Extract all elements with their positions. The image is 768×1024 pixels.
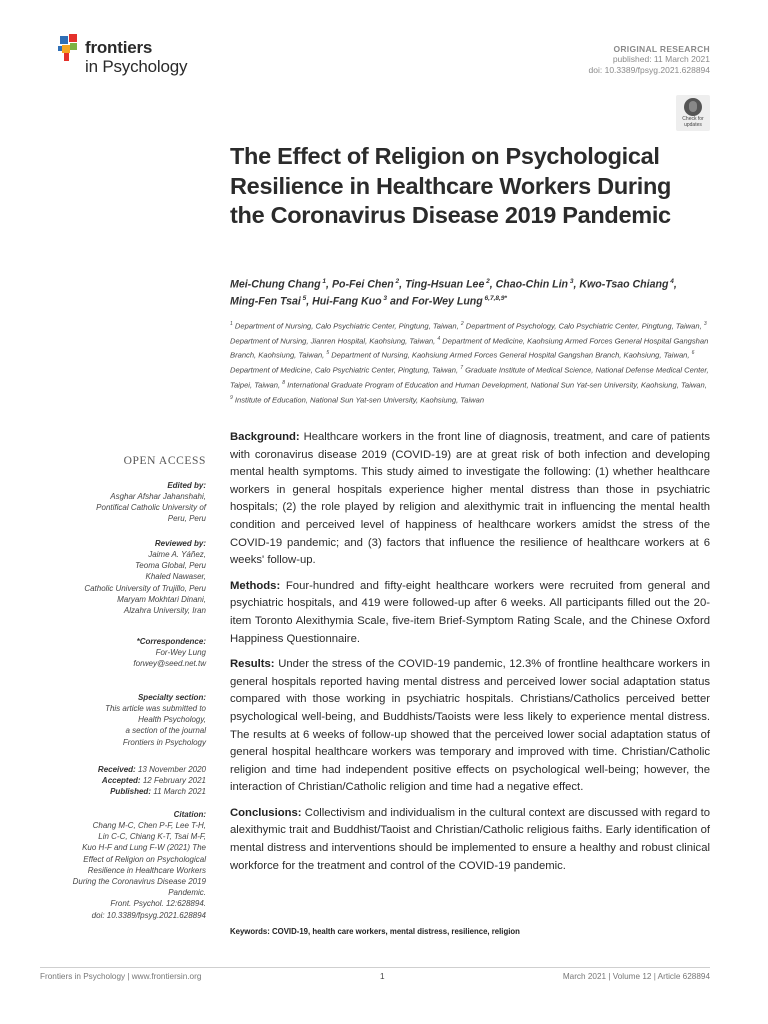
check-updates-label: Check for updates bbox=[682, 116, 704, 128]
citation-doi[interactable]: doi: 10.3389/fpsyg.2021.628894 bbox=[91, 910, 206, 920]
published-date-side: Published: 11 March 2021 bbox=[110, 787, 206, 797]
affiliation-number: 2 bbox=[460, 321, 464, 327]
editor-line: Asghar Afshar Jahanshahi, bbox=[110, 492, 206, 501]
reviewed-by-section bbox=[40, 538, 206, 616]
journal-logo[interactable] bbox=[58, 34, 218, 82]
logo-text-journal: in Psychology bbox=[85, 57, 188, 76]
author-name[interactable]: Kwo-Tsao Chiang bbox=[579, 278, 669, 291]
author-affiliation-mark: 3 bbox=[568, 278, 574, 285]
author-name[interactable]: Ting-Hsuan Lee bbox=[405, 278, 485, 291]
reviewer-line: Khaled Nawaser, bbox=[145, 572, 206, 582]
received-date: Received: 13 November 2020 bbox=[97, 765, 206, 774]
citation-line: Lin C-C, Chiang K-T, Tsai M-F, bbox=[98, 832, 206, 842]
affiliation-number: 5 bbox=[326, 350, 330, 357]
affiliation-number: 1 bbox=[230, 321, 233, 327]
editor-line: Pontifical Catholic University of bbox=[96, 503, 206, 513]
reviewer-line: Maryam Mokhtari Dinani, bbox=[117, 594, 206, 604]
frontiers-logo-icon bbox=[58, 34, 82, 64]
correspondent-name: For-Wey Lung bbox=[155, 648, 206, 657]
author-list: Mei-Chung Chang $^1$, Po-Fei Chen $^2$, Ting-Hsuan Lee $^2$, Chao-Chin Lin $^3$, Kwo-Tsao Chiang $^4$, Ming-Fen Tsai $^5$, Hui-Fang Kuo $^3$ and For-Wey Lung $^{6,7,8,9*}$ bbox=[230, 278, 677, 308]
author-affiliation-mark: 6,7,8,9* bbox=[482, 295, 507, 303]
affiliation-number: 6 bbox=[691, 350, 695, 357]
doi-link[interactable]: doi: 10.3389/fpsyg.2021.628894 bbox=[588, 65, 710, 75]
author-name[interactable]: Hui-Fang Kuo bbox=[312, 295, 382, 308]
citation-line: Kuo H-F and Lung F-W (2021) The bbox=[82, 843, 206, 853]
open-access-label: OPEN ACCESS bbox=[123, 455, 206, 467]
reviewer-line: Alzahra University, Iran bbox=[123, 606, 206, 616]
affiliation-text: Department of Psychology, Calo Psychiatric Center, Pingtung, Taiwan, bbox=[463, 321, 704, 331]
affiliation-number: 9 bbox=[230, 394, 233, 401]
editor-line: Peru, Peru bbox=[167, 514, 206, 524]
affiliation-number: 4 bbox=[437, 335, 441, 342]
citation-line: Pandemic. bbox=[168, 888, 206, 898]
affiliation-text: International Graduate Program of Education and Human Development, National Sun Yat-sen University, Kaohsiung, Taiwan, bbox=[285, 380, 707, 390]
affiliation-text: Department of Medicine, Calo Psychiatric Center, Pingtung, Taiwan, bbox=[230, 365, 461, 375]
affiliation-text: Department of Nursing, Calo Psychiatric Center, Pingtung, Taiwan, bbox=[232, 321, 461, 331]
author-affiliation-mark: 3 bbox=[381, 295, 387, 303]
reviewed-by-heading: Reviewed by: bbox=[154, 539, 206, 548]
author-name[interactable]: Mei-Chung Chang bbox=[230, 278, 321, 291]
abstract bbox=[230, 429, 710, 883]
author-affiliation-mark: 4 bbox=[668, 278, 674, 285]
affiliation-number: 3 bbox=[703, 321, 707, 327]
abstract-background: Background: Healthcare workers in the front line of diagnosis, treatment, and care of patients with coronavirus disease 2019 (COVID-19) are at great risk of both infection and developing mental health symptoms. This study aimed to investigate the following: (1) whether healthcare workers in general hospitals experience higher mental distress than those in psychiatric hospitals; (2) the role played by religion and alexithymic trait in influencing the mental health condition and perceived level of happiness of healthcare workers amidst the stress of the COVID-19 pandemic; and (3) factors that influence the resilience of healthcare workers at 6 weeks' follow-up. bbox=[230, 431, 710, 567]
affiliations bbox=[230, 318, 710, 406]
citation-line: Chang M-C, Chen P-F, Lee T-H, bbox=[92, 821, 206, 830]
author-name[interactable]: Po-Fei Chen bbox=[331, 278, 394, 291]
check-for-updates-button[interactable] bbox=[676, 95, 710, 131]
abstract-conclusions: Conclusions: Collectivism and individualism in the cultural context are discussed with regard to alexithymic trait and Buddhist/Taoist and Christian/Catholic religious faiths. Early identification of mental distress and interventions should be implemented to ensure a healthy and robust clinical workforce for the treatment and control of the COVID-19 pandemic. bbox=[230, 806, 710, 872]
logo-text-frontiers: frontiers bbox=[85, 38, 153, 57]
abstract-methods: Methods: Four-hundred and fifty-eight healthcare workers were recruited from general and psychiatric hospitals, and 419 were followed-up after 6 weeks. All participants filled out the 20-item Toronto Alexithymia Scale, five-item Brief-Symptom Rating Scale, and the Chinese Oxford Happiness Questionnaire. bbox=[230, 579, 710, 645]
correspondent-email[interactable]: forwey@seed.net.tw bbox=[133, 659, 206, 669]
author-name[interactable]: For-Wey Lung bbox=[411, 295, 483, 308]
affiliation-text: Department of Nursing, Kaohsiung Armed Forces General Hospital Gangshan Branch, Kaohsiung, Taiwan, bbox=[329, 351, 692, 360]
citation-section bbox=[40, 809, 206, 921]
footer-divider bbox=[40, 967, 710, 968]
footer-issue-info: March 2021 | Volume 12 | Article 628894 bbox=[562, 972, 710, 981]
specialty-line: This article was submitted to bbox=[105, 704, 206, 713]
affiliation-text: Department of Medicine, Kaohsiung Armed Forces General Hospital Gangshan Branch, Kaohsiung, Taiwan, bbox=[230, 336, 709, 360]
dates-section bbox=[40, 764, 206, 798]
citation-heading: Citation: bbox=[173, 810, 206, 819]
specialty-heading: Specialty section: bbox=[137, 693, 206, 702]
author-affiliation-mark: 2 bbox=[484, 278, 490, 285]
author-name[interactable]: Chao-Chin Lin bbox=[495, 278, 569, 291]
affiliation-number: 7 bbox=[460, 365, 463, 372]
correspondence-heading: *Correspondence: bbox=[136, 637, 206, 646]
keywords: Keywords: COVID-19, health care workers, mental distress, resilience, religion bbox=[230, 927, 520, 936]
reviewer-line: Jaime A. Yáñez, bbox=[148, 550, 206, 559]
article-meta bbox=[589, 44, 710, 76]
citation-line: Front. Psychol. 12:628894. bbox=[110, 899, 206, 909]
specialty-line: Health Psychology, bbox=[138, 715, 206, 725]
affiliation-text: Institute of Education, National Sun Yat-sen University, Kaohsiung, Taiwan bbox=[232, 395, 485, 405]
edited-by-section bbox=[40, 480, 206, 525]
published-date: published: 11 March 2021 bbox=[612, 54, 710, 64]
citation-line: Resilience in Healthcare Workers bbox=[87, 865, 206, 875]
specialty-line: Frontiers in Psychology bbox=[122, 737, 206, 747]
specialty-section bbox=[40, 692, 206, 748]
citation-line: Effect of Religion on Psychological bbox=[83, 854, 206, 864]
reviewer-line: Teoma Global, Peru bbox=[135, 561, 206, 571]
edited-by-heading: Edited by: bbox=[167, 481, 206, 490]
affiliation-number: 8 bbox=[282, 379, 285, 386]
author-affiliation-mark: 2 bbox=[393, 278, 400, 285]
bookmark-icon bbox=[684, 98, 702, 116]
author-affiliation-mark: 5 bbox=[300, 295, 307, 303]
abstract-results: Results: Under the stress of the COVID-19 pandemic, 12.3% of frontline healthcare workers in general hospitals reported having mental distress and perceived lower social adaptation status compared with those working in psychiatric hospitals. Christians/Catholics perceived better psychological well-being, and Buddhists/Taoists were less likely to experience mental distress. The results at 6 weeks of follow-up showed that the perceived lower social adaptation status of general hospital healthcare workers was temporary and improved with time. Christian/Catholic religion and time had independent positive effects on psychological well-being; however, the interaction of Christian/Catholic religion and time had a negative effect. bbox=[230, 658, 711, 794]
affiliation-text: Graduate Institute of Medical Science, National Defense Medical Center, Taipei, Taiwan, bbox=[230, 365, 709, 390]
author-name[interactable]: Ming-Fen Tsai bbox=[230, 295, 301, 308]
citation-line: During the Coronavirus Disease 2019 bbox=[72, 877, 206, 887]
footer-journal-link[interactable]: Frontiers in Psychology | www.frontiersin.org bbox=[40, 972, 202, 981]
specialty-line: a section of the journal bbox=[125, 726, 206, 736]
article-title: The Effect of Religion on Psychological Resilience in Healthcare Workers During the Coronavirus Disease 2019 Pandemic bbox=[230, 143, 672, 228]
author-affiliation-mark: 1 bbox=[320, 278, 327, 285]
affiliation-text: Department of Nursing, Jianren Hospital, Kaohsiung, Taiwan, bbox=[230, 336, 438, 346]
article-type: ORIGINAL RESEARCH bbox=[613, 44, 710, 54]
accepted-date: Accepted: 12 February 2021 bbox=[101, 776, 206, 786]
reviewer-line: Catholic University of Trujillo, Peru bbox=[84, 583, 206, 593]
correspondence-section bbox=[40, 636, 206, 669]
page-number: 1 bbox=[380, 972, 385, 981]
